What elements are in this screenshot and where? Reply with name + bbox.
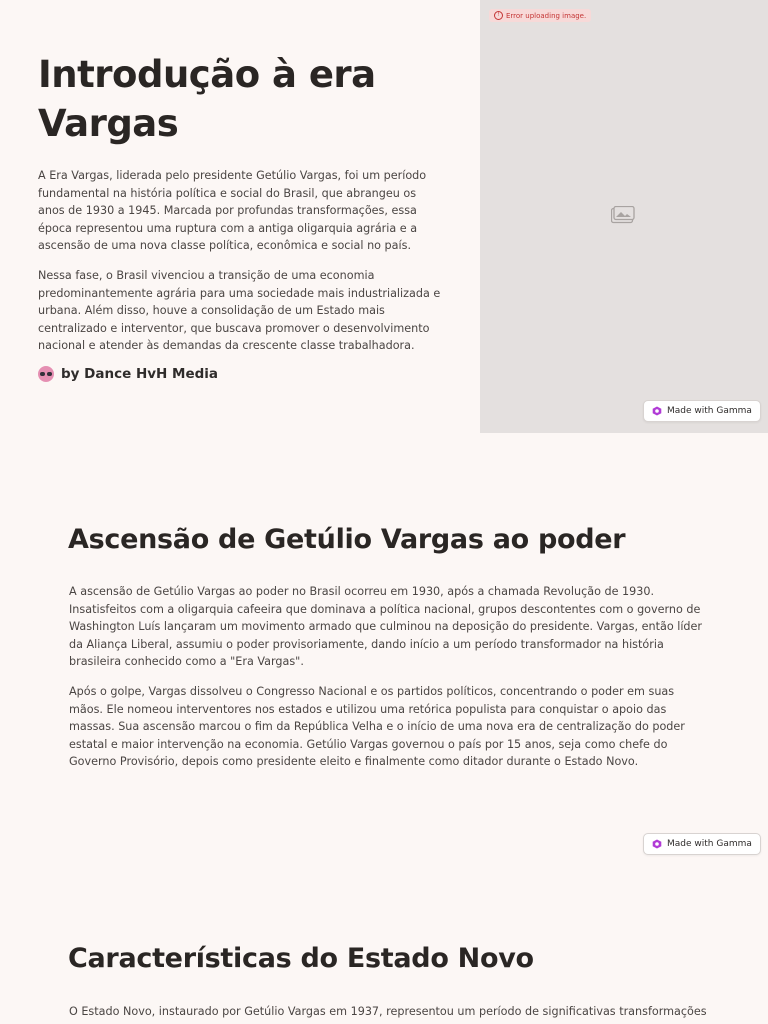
gamma-logo-icon bbox=[652, 839, 662, 849]
gamma-logo-icon bbox=[652, 406, 662, 416]
author-byline[interactable] bbox=[38, 366, 443, 382]
image-error-badge bbox=[489, 9, 591, 22]
author-name: by Dance HvH Media bbox=[61, 365, 219, 382]
intro-title: Introdução à era Vargas bbox=[38, 53, 376, 145]
image-placeholder-icon bbox=[611, 206, 635, 224]
made-with-gamma-button[interactable] bbox=[643, 833, 761, 855]
intro-paragraph-2: Nessa fase, o Brasil vivenciou a transição de uma economia predominantemente agrária para uma sociedade mais industrializada e urbana. Além disso, houve a consolidação de um Estado mais centralizado e interventor, que buscava promover o desenvolvimento nacional e atender às demandas da crescente classe trabalhadora. bbox=[38, 268, 441, 353]
intro-text-column bbox=[38, 50, 443, 382]
error-icon: ! bbox=[494, 11, 503, 20]
estado-novo-paragraph-1: O Estado Novo, instaurado por Getúlio Vargas em 1937, representou um período de significativas transformações bbox=[69, 1005, 707, 1018]
estado-novo-body bbox=[69, 1003, 709, 1021]
author-avatar bbox=[38, 366, 54, 382]
estado-novo-title: Características do Estado Novo bbox=[68, 943, 534, 974]
image-placeholder[interactable] bbox=[480, 0, 768, 433]
ascensao-title: Ascensão de Getúlio Vargas ao poder bbox=[68, 524, 626, 555]
ascensao-paragraph-1: A ascensão de Getúlio Vargas ao poder no Brasil ocorreu em 1930, após a chamada Revolução de 1930. Insatisfeitos com a oligarquia cafeeira que dominava a política nacional, grupos descontentes com o governo de Washington Luís lançaram um movimento armado que culminou na deposição do presidente. Vargas, então líder da Aliança Liberal, assumiu o poder provisoriamente, dando início a um período transformador na história brasileira conhecido como a "Era Vargas". bbox=[69, 585, 703, 669]
gamma-badge-label: Made with Gamma bbox=[667, 406, 752, 416]
intro-paragraph-1: A Era Vargas, liderada pelo presidente Getúlio Vargas, foi um período fundamental na história política e social do Brasil, que abrangeu os anos de 1930 a 1945. Marcada por profundas transformações, essa época representou uma ruptura com a antiga oligarquia agrária e a ascensão de uma nova classe política, econômica e social no país. bbox=[38, 169, 427, 253]
ascensao-paragraph-2: Após o golpe, Vargas dissolveu o Congresso Nacional e os partidos políticos, concentrando o poder em suas mãos. Ele nomeou interventores nos estados e utilizou uma retórica populista para conquistar o apoio das massas. Sua ascensão marcou o fim da República Velha e o início de uma nova era de centralização do poder estatal e maior intervenção na economia. Getúlio Vargas governou o país por 15 anos, seja como chefe do Governo Provisório, depois como presidente eleito e finalmente como ditador durante o Estado Novo. bbox=[69, 684, 685, 769]
made-with-gamma-button[interactable] bbox=[643, 400, 761, 422]
gamma-badge-label: Made with Gamma bbox=[667, 839, 752, 849]
slide-intro bbox=[0, 0, 768, 433]
ascensao-body bbox=[69, 583, 709, 771]
image-error-text: Error uploading image. bbox=[506, 11, 587, 20]
